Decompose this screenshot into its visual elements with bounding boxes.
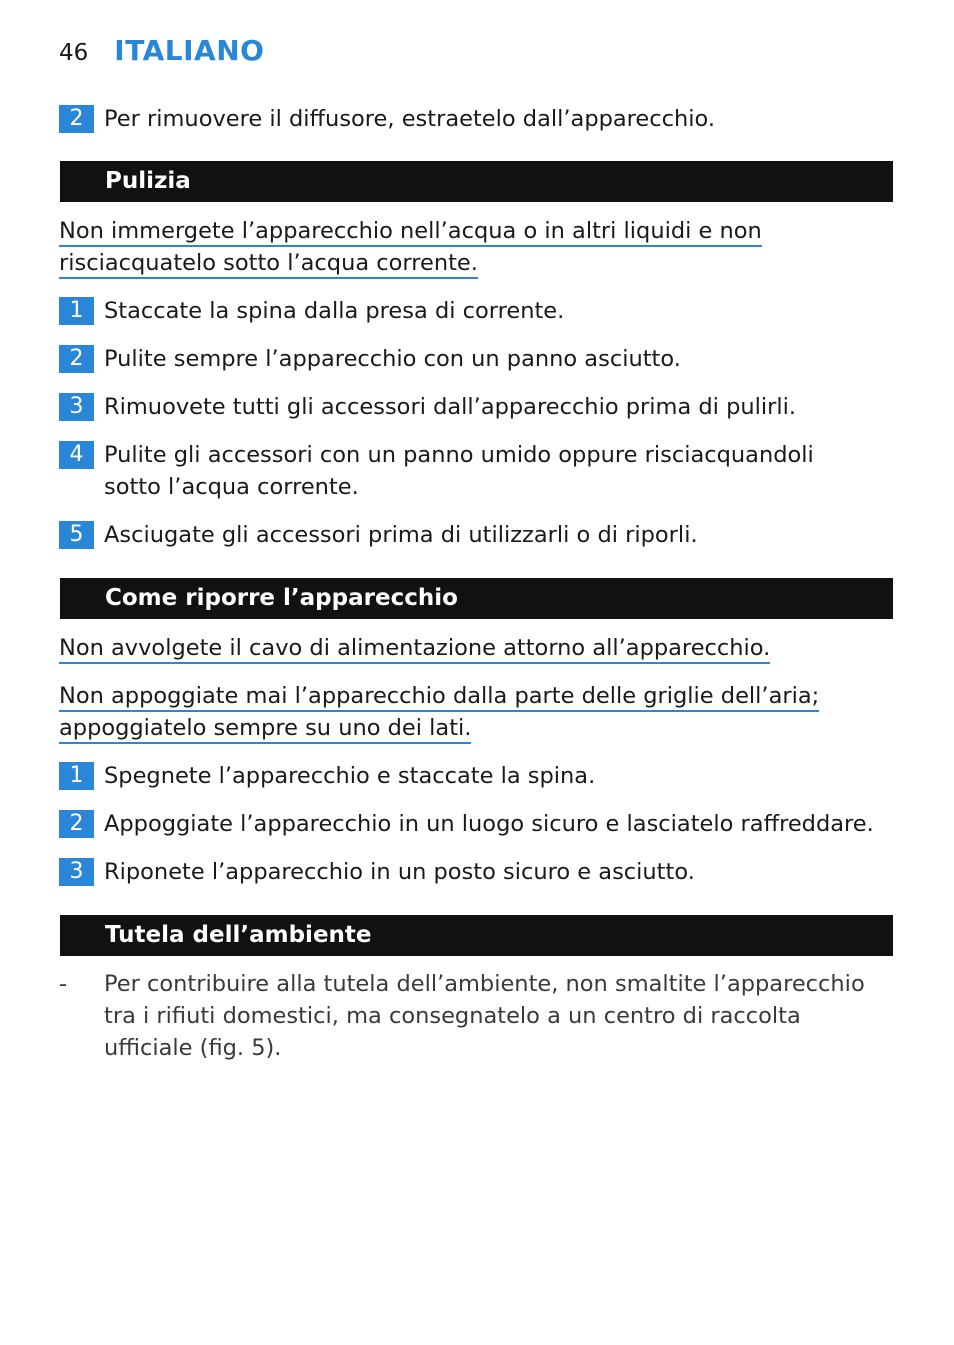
- warning-text: [59, 680, 899, 744]
- step-item: [59, 760, 894, 792]
- list-item: [59, 968, 894, 1064]
- step-number: 1: [59, 297, 94, 325]
- step-item: [59, 295, 894, 327]
- step-item: [59, 103, 894, 135]
- bullet-marker: -: [59, 971, 68, 997]
- step-item: [59, 856, 894, 888]
- step-text: Riponete l’apparecchio in un posto sicuro e asciutto.: [104, 859, 695, 885]
- step-number: 2: [59, 345, 94, 373]
- step-text: Per rimuovere il diffusore, estraetelo dall’apparecchio.: [104, 106, 716, 132]
- step-text: Pulite sempre l’apparecchio con un panno asciutto.: [104, 346, 681, 372]
- warning-line: appoggiatelo sempre su uno dei lati.: [59, 715, 471, 744]
- step-number: 3: [59, 393, 94, 421]
- step-item: [59, 519, 894, 551]
- step-item: [59, 391, 894, 423]
- warning-line: risciacquatelo sotto l’acqua corrente.: [59, 250, 478, 279]
- step-text: Pulite gli accessori con un panno umido oppure risciacquandoli sotto l’acqua corrente.: [104, 442, 814, 500]
- step-item: [59, 808, 894, 840]
- step-text: Rimuovete tutti gli accessori dall’apparecchio prima di pulirli.: [104, 394, 797, 420]
- step-text: Asciugate gli accessori prima di utilizzarli o di riporli.: [104, 522, 698, 548]
- bullet-text: Per contribuire alla tutela dell’ambiente, non smaltite l’apparecchio tra i rifiuti domestici, ma consegnatelo a un centro di raccolta ufficiale (fig. 5).: [104, 971, 865, 1061]
- section-heading-environment: Tutela dell’ambiente: [60, 915, 893, 956]
- step-text: Appoggiate l’apparecchio in un luogo sicuro e lasciatelo raffreddare.: [104, 811, 874, 837]
- step-text: Staccate la spina dalla presa di corrente.: [104, 298, 565, 324]
- warning-text: [59, 632, 859, 664]
- step-item: [59, 439, 894, 503]
- warning-line: Non immergete l’apparecchio nell’acqua o in altri liquidi e non: [59, 218, 762, 247]
- step-number: 2: [59, 810, 94, 838]
- step-item: [59, 343, 894, 375]
- page-header: [59, 34, 264, 74]
- warning-line: Non avvolgete il cavo di alimentazione attorno all’apparecchio.: [59, 635, 770, 664]
- warning-text: [59, 215, 859, 279]
- section-heading-storage: Come riporre l’apparecchio: [60, 578, 893, 619]
- warning-line: Non appoggiate mai l’apparecchio dalla parte delle griglie dell’aria;: [59, 683, 819, 712]
- step-text: Spegnete l’apparecchio e staccate la spina.: [104, 763, 596, 789]
- step-number: 4: [59, 441, 94, 469]
- language-title: ITALIANO: [114, 34, 265, 67]
- step-number: 3: [59, 858, 94, 886]
- step-number: 1: [59, 762, 94, 790]
- section-heading-pulizia: Pulizia: [60, 161, 893, 202]
- step-number: 2: [59, 105, 94, 133]
- page-number: 46: [59, 40, 89, 66]
- step-number: 5: [59, 521, 94, 549]
